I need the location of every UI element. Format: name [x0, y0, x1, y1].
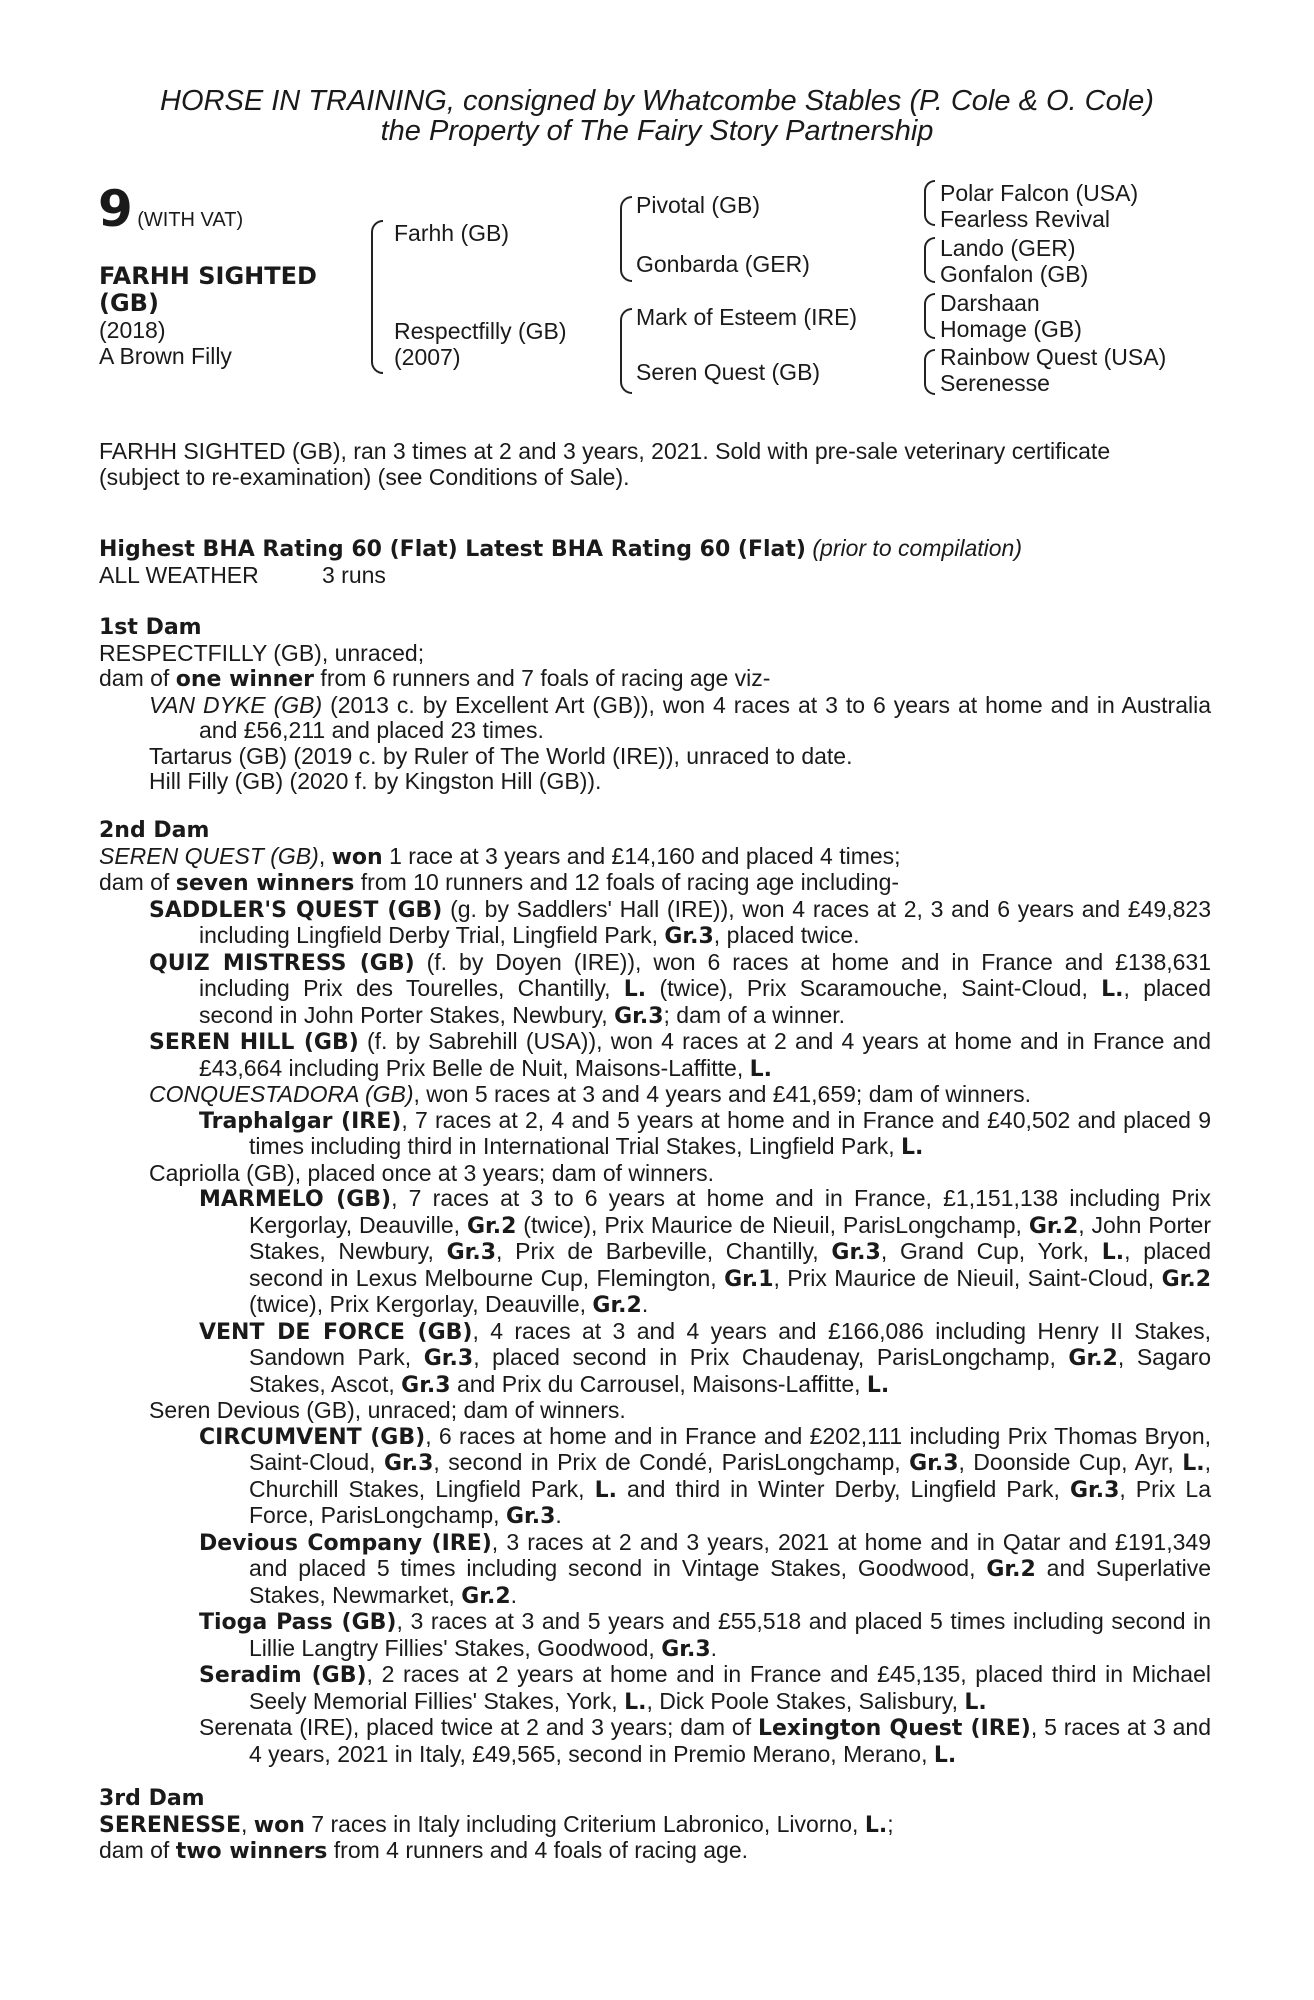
- pedigree-sire-dam: Gonbarda (GER): [636, 251, 810, 277]
- second-dam-intro: SEREN QUEST (GB), won 1 race at 3 years and £14,160 and placed 4 times;: [99, 842, 901, 870]
- first-dam-heading: 1st Dam: [99, 615, 202, 640]
- produce-capriolla: Capriolla (GB), placed once at 3 years; dam of winners.: [149, 1159, 715, 1186]
- dam-line-brace: [620, 308, 632, 394]
- produce-vent-de-force: VENT DE FORCE (GB), 4 races at 3 and 4 years and £166,086 including Henry II Stakes, Sandown Park, Gr.3, placed second in Prix Chaudenay, ParisLongchamp, Gr.2, Sagaro Stakes, Ascot, Gr.3 and Prix du Carrousel, Maisons-Laffitte, L.: [199, 1317, 1211, 1398]
- lot-description: A Brown Filly: [99, 343, 232, 369]
- produce-van-dyke: VAN DYKE (GB) (2013 c. by Excellent Art (GB)), won 4 races at 3 to 6 years at home and in Australia and £56,211 and placed 23 times.: [149, 691, 1211, 743]
- surface-label: ALL WEATHER: [99, 562, 259, 588]
- produce-circumvent: CIRCUMVENT (GB), 6 races at home and in France and £202,111 including Prix Thomas Bryon, Saint-Cloud, Gr.3, second in Prix de Condé, ParisLongchamp, Gr.3, Doonside Cup, Ayr, L., Churchill Stakes, Lingfield Park, L. and third in Winter Derby, Lingfield Park, Gr.3, Prix La Force, ParisLongchamp, Gr.3.: [199, 1422, 1212, 1529]
- brace-g1: [924, 180, 935, 226]
- produce-traphalgar: Traphalgar (IRE), 7 races at 2, 4 and 5 years at home and in France and £40,502 and placed 9 times including third in International Trial Stakes, Lingfield Park, L.: [199, 1106, 1211, 1160]
- produce-seren-hill: SEREN HILL (GB) (f. by Sabrehill (USA)), won 4 races at 2 and 4 years at home and in France and £43,664 including Prix Belle de Nuit, Maisons-Laffitte, L.: [149, 1028, 1211, 1082]
- pedigree-g3: Lando (GER): [940, 235, 1076, 261]
- pedigree-sire: Farhh (GB): [394, 220, 510, 246]
- produce-quiz-mistress: QUIZ MISTRESS (GB) (f. by Doyen (IRE)), won 6 races at home and in France and £138,631 including Prix des Tourelles, Chantilly, L. (twice), Prix Scaramouche, Saint-Cloud, L., placed second in John Porter Stakes, Newbury, Gr.3; dam of a winner.: [149, 948, 1211, 1029]
- third-dam-intro: SERENESSE, won 7 races in Italy including Criterium Labronico, Livorno, L.;: [99, 1810, 894, 1838]
- lot-name-country: (GB): [99, 289, 159, 317]
- pedigree-dam-sire: Mark of Esteem (IRE): [636, 304, 858, 330]
- rating-note: (prior to compilation): [812, 535, 1023, 561]
- pedigree-g8: Serenesse: [940, 370, 1050, 396]
- pedigree-g6: Homage (GB): [940, 316, 1082, 342]
- sire-dam-brace: [371, 220, 383, 374]
- produce-seradim: Seradim (GB), 2 races at 2 years at home and in France and £45,135, placed third in Michael Seely Memorial Fillies' Stakes, York, L., Dick Poole Stakes, Salisbury, L.: [199, 1661, 1211, 1715]
- pedigree-dam-dam: Seren Quest (GB): [636, 359, 821, 385]
- produce-tartarus: Tartarus (GB) (2019 c. by Ruler of The World (IRE)), unraced to date.: [149, 742, 853, 769]
- produce-hill-filly: Hill Filly (GB) (2020 f. by Kingston Hill (GB)).: [149, 768, 602, 794]
- lot-number-block: [98, 180, 243, 238]
- produce-saddlers-quest: SADDLER'S QUEST (GB) (g. by Saddlers' Hall (IRE)), won 4 races at 2, 3 and 6 years and £49,823 including Lingfield Derby Trial, Lingfield Park, Gr.3, placed twice.: [149, 895, 1211, 949]
- pedigree-g1: Polar Falcon (USA): [940, 180, 1139, 206]
- pedigree-g4: Gonfalon (GB): [940, 261, 1089, 287]
- first-dam-intro: RESPECTFILLY (GB), unraced;: [99, 639, 425, 666]
- produce-marmelo: MARMELO (GB), 7 races at 3 to 6 years at home and in France, £1,151,138 including Prix Kergorlay, Deauville, Gr.2 (twice), Prix Maurice de Nieuil, ParisLongchamp, Gr.2, John Porter Stakes, Newbury, Gr.3, Prix de Barbeville, Chantilly, Gr.3, Grand Cup, York, L., placed second in Lexus Melbourne Cup, Flemington, Gr.1, Prix Maurice de Nieuil, Saint-Cloud, Gr.2 (twice), Prix Kergorlay, Deauville, Gr.2.: [199, 1185, 1211, 1318]
- surface-runs: 3 runs: [322, 562, 386, 588]
- race-summary: FARHH SIGHTED (GB), ran 3 times at 2 and 3 years, 2021. Sold with pre-sale veterinary certificate (subject to re-examination) (see Conditions of Sale).: [99, 438, 1111, 490]
- produce-seren-devious: Seren Devious (GB), unraced; dam of winners.: [149, 1397, 626, 1423]
- pedigree-dam-year: (2007): [394, 344, 461, 370]
- rating-line: [99, 536, 1211, 563]
- third-dam-produce-line: dam of two winners from 4 runners and 4 foals of racing age.: [99, 1837, 749, 1864]
- pedigree-dam: Respectfilly (GB): [394, 318, 567, 344]
- produce-serenata: Serenata (IRE), placed twice at 2 and 3 years; dam of Lexington Quest (IRE), 5 races at 3 and 4 years, 2021 in Italy, £49,565, second in Premio Merano, Merano, L.: [199, 1714, 1211, 1768]
- first-dam-section: [99, 615, 1211, 795]
- pedigree-g5: Darshaan: [940, 290, 1040, 316]
- lot-year: (2018): [99, 317, 166, 343]
- third-dam-section: [99, 1786, 1211, 1865]
- lot-vat: (WITH VAT): [137, 209, 244, 231]
- pedigree-sire-sire: Pivotal (GB): [636, 192, 760, 218]
- header-line-1: HORSE IN TRAINING, consigned by Whatcombe Stables (P. Cole & O. Cole): [160, 85, 1154, 117]
- produce-tioga-pass: Tioga Pass (GB), 3 races at 3 and 5 years and £55,518 and placed 5 times including second in Lillie Langtry Fillies' Stakes, Goodwood, Gr.3.: [199, 1608, 1212, 1662]
- brace-g2: [924, 237, 935, 283]
- lot-number: 9: [98, 180, 133, 238]
- sire-line-brace: [620, 196, 632, 282]
- second-dam-heading: 2nd Dam: [99, 818, 210, 843]
- produce-devious-company: Devious Company (IRE), 3 races at 2 and 3 years, 2021 at home and in Qatar and £191,349 and placed 5 times including second in Vintage Stakes, Goodwood, Gr.2 and Superlative Stakes, Newmarket, Gr.2.: [199, 1528, 1211, 1609]
- pedigree-g2: Fearless Revival: [940, 206, 1110, 232]
- lot-name: FARHH SIGHTED: [99, 262, 317, 290]
- rating-text: Highest BHA Rating 60 (Flat) Latest BHA Rating 60 (Flat): [99, 537, 806, 562]
- produce-conquestadora: CONQUESTADORA (GB), won 5 races at 3 and 4 years and £41,659; dam of winners.: [149, 1081, 1032, 1107]
- third-dam-heading: 3rd Dam: [99, 1786, 205, 1811]
- second-dam-produce-line: dam of seven winners from 10 runners and 12 foals of racing age including-: [99, 869, 900, 896]
- header-line-2: the Property of The Fairy Story Partnership: [380, 115, 934, 147]
- first-dam-produce-line: dam of one winner from 6 runners and 7 foals of racing age viz-: [99, 665, 771, 692]
- brace-g3: [924, 293, 935, 339]
- second-dam-section: [99, 818, 1211, 1768]
- brace-g4: [924, 349, 935, 395]
- pedigree-g7: Rainbow Quest (USA): [940, 344, 1167, 370]
